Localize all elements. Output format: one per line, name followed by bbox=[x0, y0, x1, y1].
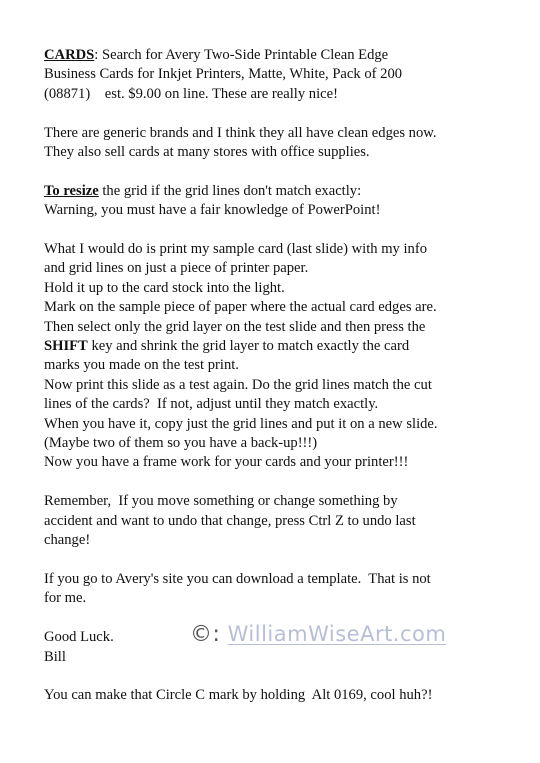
signature-name: Bill bbox=[44, 648, 66, 665]
generic-brands-paragraph bbox=[44, 124, 514, 163]
cards-line-3: (08871) est. $9.00 on line. These are really nice! bbox=[44, 85, 338, 102]
cards-line-2: Business Cards for Inkjet Printers, Matte, White, Pack of 200 bbox=[44, 66, 403, 83]
remember-line-3: change! bbox=[44, 532, 91, 549]
instructions-line-9: lines of the cards? If not, adjust until they match exactly. bbox=[44, 396, 379, 413]
remember-paragraph bbox=[44, 492, 514, 550]
closing-line: You can make that Circle C mark by holding Alt 0169, cool huh?! bbox=[44, 687, 433, 704]
generic-line-1: There are generic brands and I think they all have clean edges now. bbox=[44, 124, 437, 141]
cards-line-1 bbox=[44, 46, 514, 65]
instructions-line-12: Now you have a frame work for your cards and your printer!!! bbox=[44, 454, 409, 471]
resize-paragraph bbox=[44, 182, 514, 221]
instructions-line-5: Then select only the grid layer on the test slide and then press the bbox=[44, 318, 426, 335]
resize-line-1-text: the grid if the grid lines don't match exactly: bbox=[98, 182, 362, 199]
instructions-line-11: (Maybe two of them so you have a back-up!!!) bbox=[44, 435, 318, 452]
copyright-icon: ©: bbox=[190, 622, 221, 648]
copyright-watermark bbox=[190, 622, 447, 648]
avery-line-1: If you go to Avery's site you can download a template. That is not bbox=[44, 570, 431, 587]
instructions-line-1: What I would do is print my sample card (last slide) with my info bbox=[44, 241, 428, 258]
instructions-line-7: marks you made on the test print. bbox=[44, 357, 239, 374]
instructions-line-8: Now print this slide as a test again. Do the grid lines match the cut bbox=[44, 376, 432, 393]
good-luck-text: Good Luck. bbox=[44, 629, 114, 646]
instructions-line-10: When you have it, copy just the grid lines and put it on a new slide. bbox=[44, 415, 438, 432]
signoff-block bbox=[44, 622, 514, 667]
instructions-line-3: Hold it up to the card stock into the light. bbox=[44, 279, 285, 296]
resize-line-1 bbox=[44, 182, 514, 201]
shift-key-label: SHIFT bbox=[44, 338, 88, 355]
remember-line-1: Remember, If you move something or change something by bbox=[44, 493, 398, 510]
resize-warning: Warning, you must have a fair knowledge of PowerPoint! bbox=[44, 202, 381, 219]
instructions-line-4: Mark on the sample piece of paper where the actual card edges are. bbox=[44, 299, 437, 316]
instructions-line-6 bbox=[44, 337, 514, 356]
avery-template-paragraph bbox=[44, 570, 514, 609]
resize-heading: To resize bbox=[44, 182, 99, 199]
remember-line-2: accident and want to undo that change, press Ctrl Z to undo last bbox=[44, 512, 416, 529]
generic-line-2: They also sell cards at many stores with office supplies. bbox=[44, 144, 370, 161]
instructions-line-2: and grid lines on just a piece of printer paper. bbox=[44, 260, 309, 277]
document-page bbox=[44, 46, 514, 706]
instructions-line-6-text: key and shrink the grid layer to match exactly the card bbox=[87, 338, 410, 355]
cards-heading: CARDS bbox=[44, 47, 95, 63]
cards-paragraph bbox=[44, 46, 514, 104]
closing-paragraph bbox=[44, 686, 514, 705]
cards-line-1-text: : Search for Avery Two-Side Printable Clean Edge bbox=[94, 47, 389, 63]
watermark-site-link[interactable]: WilliamWiseArt.com bbox=[227, 622, 447, 647]
instructions-paragraph bbox=[44, 240, 514, 473]
avery-line-2: for me. bbox=[44, 590, 87, 607]
